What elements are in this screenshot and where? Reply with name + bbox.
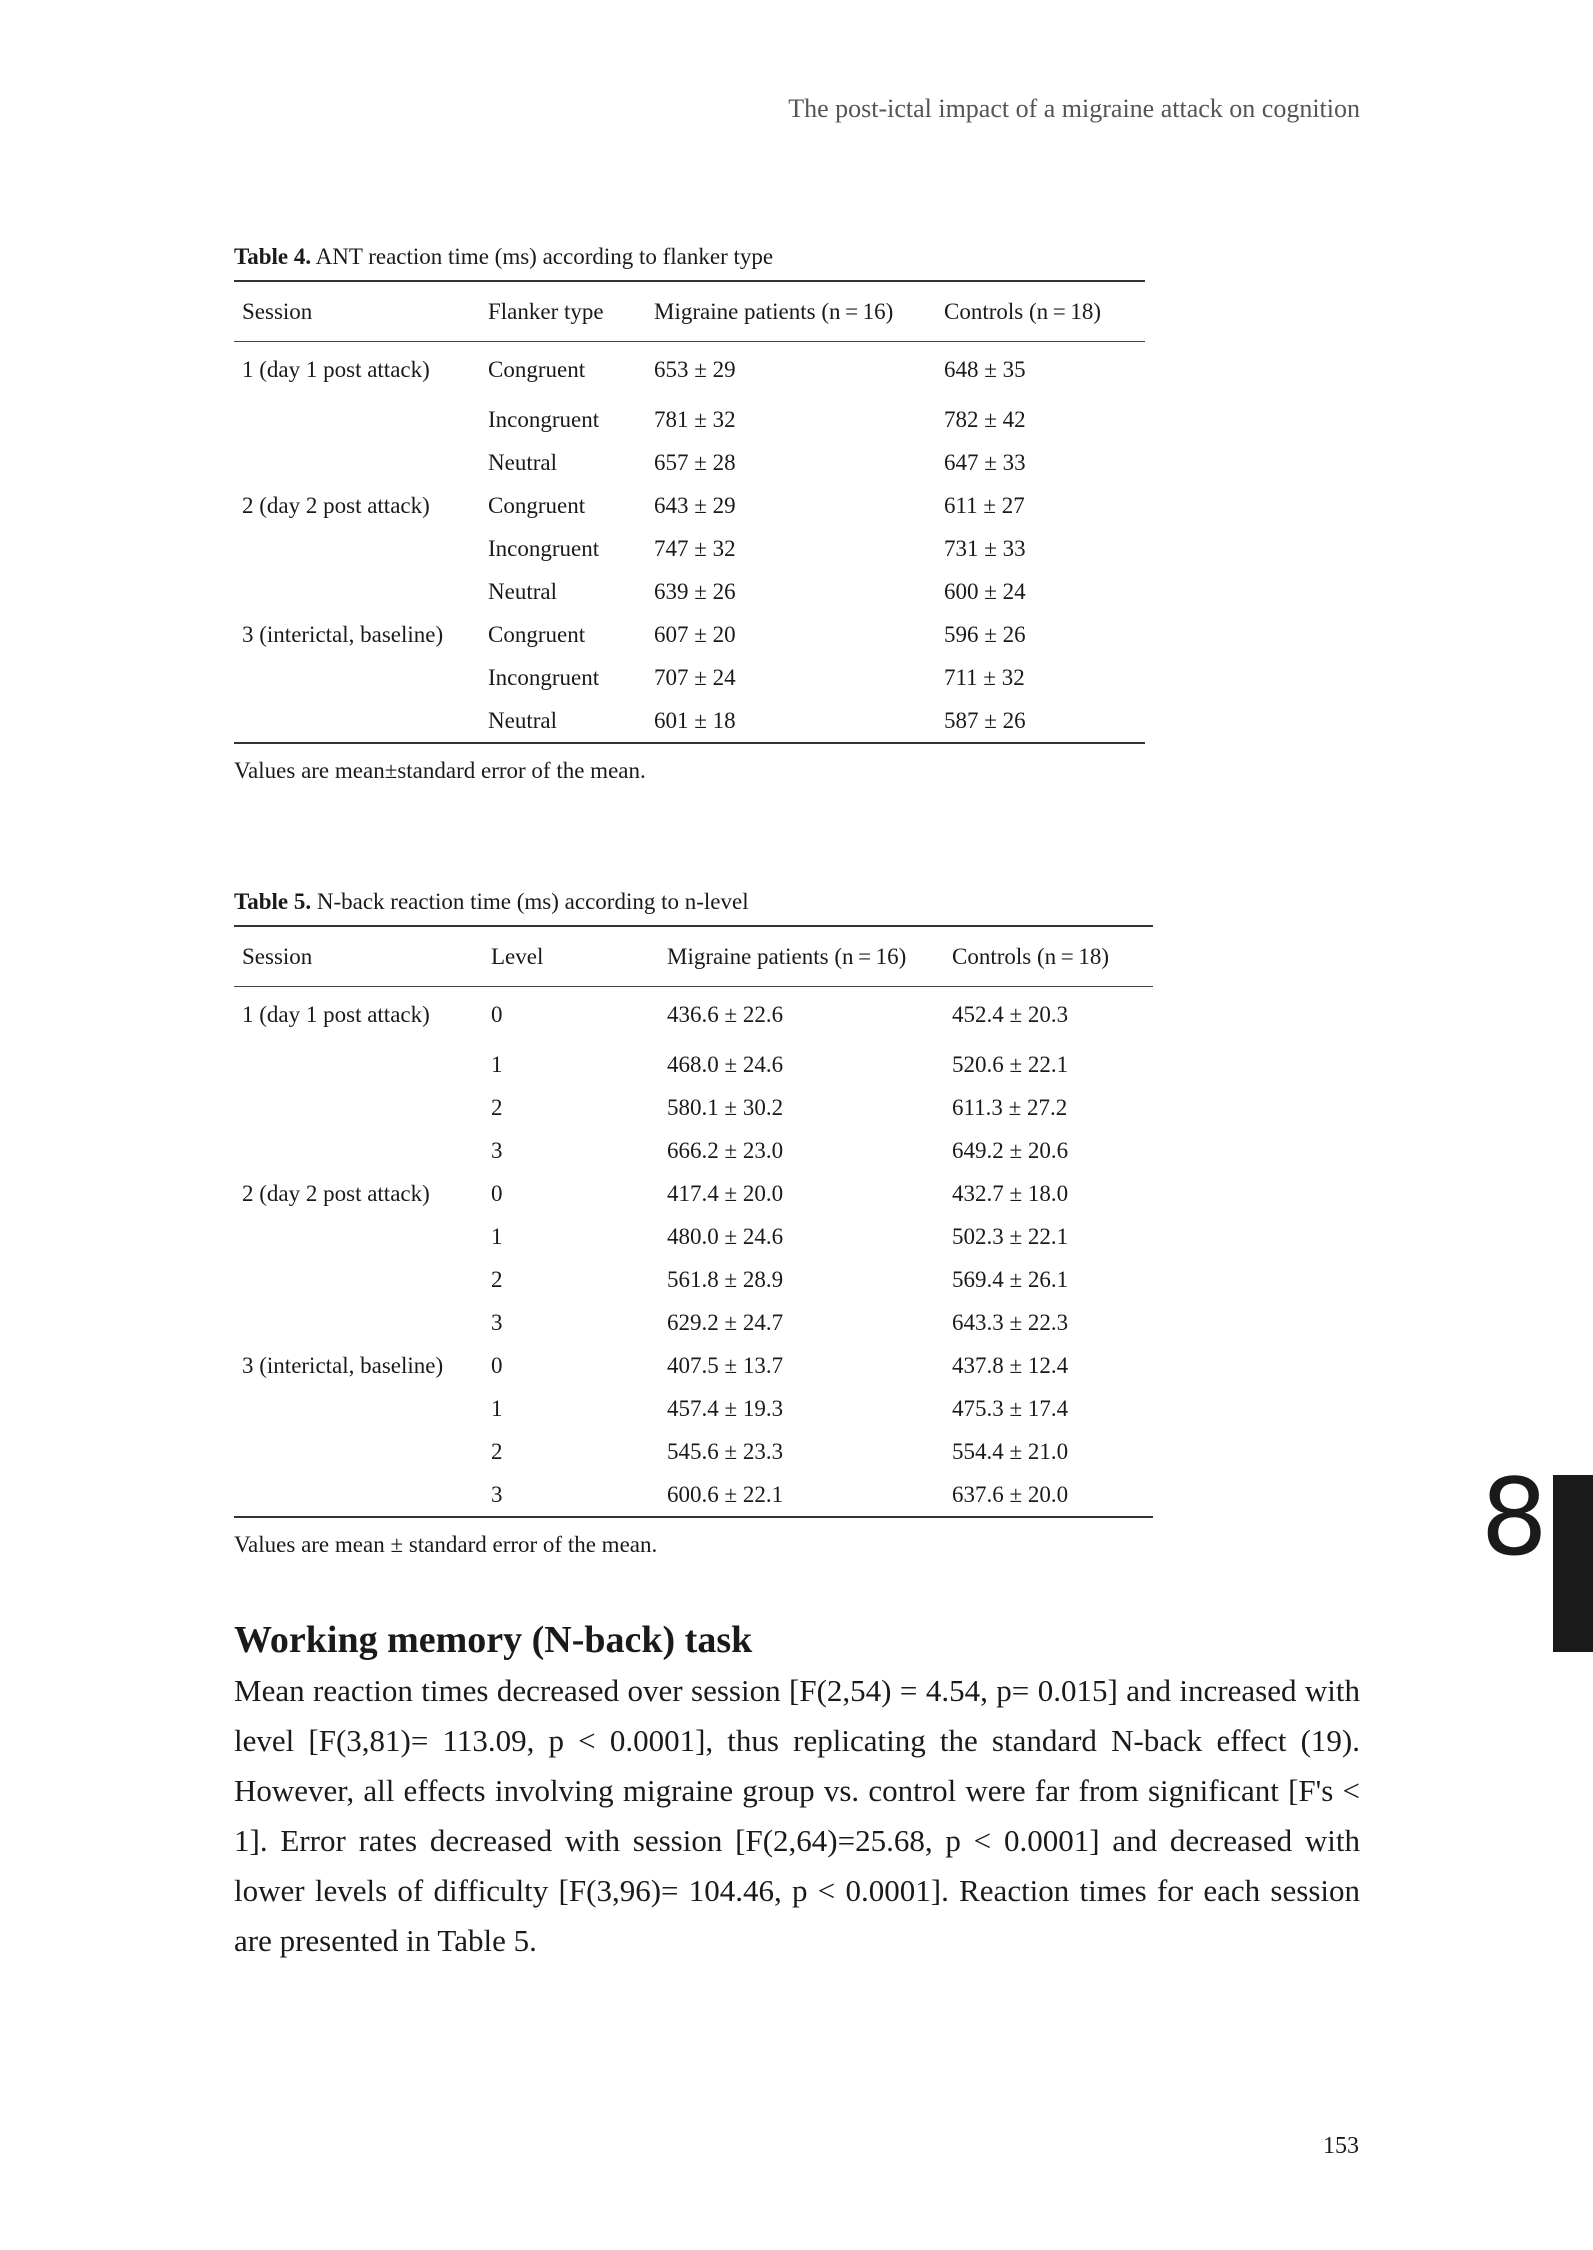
table-cell: 639 ± 26 [654, 578, 736, 604]
table-cell: Incongruent [488, 664, 600, 690]
table-cell: 520.6 ± 22.1 [952, 1051, 1069, 1077]
table-cell: 554.4 ± 21.0 [952, 1438, 1069, 1464]
column-header: Session [234, 281, 480, 342]
table-cell: 611 ± 27 [944, 492, 1025, 518]
table-row [234, 1043, 1153, 1086]
table-row [234, 1301, 1153, 1344]
table-cell: 457.4 ± 19.3 [667, 1395, 784, 1421]
table-5-body [234, 987, 1153, 1518]
table-cell: 731 ± 33 [944, 535, 1026, 561]
table-cell: 468.0 ± 24.6 [667, 1051, 784, 1077]
table-row [234, 484, 1145, 527]
table-cell: 747 ± 32 [654, 535, 736, 561]
table-cell: 2 [491, 1438, 503, 1464]
table-cell: 653 ± 29 [654, 357, 736, 382]
table-5-header-row [234, 926, 1153, 987]
table-5 [234, 925, 1153, 1518]
table-row [234, 1387, 1153, 1430]
table-cell: 3 (interictal, baseline) [242, 1352, 444, 1378]
table-row [234, 1215, 1153, 1258]
table-cell: 601 ± 18 [646, 699, 936, 743]
running-header: The post-ictal impact of a migraine attack on cognition [788, 94, 1360, 123]
table-cell [234, 441, 480, 484]
table-4-block [234, 244, 1145, 784]
table-cell: 782 ± 42 [944, 406, 1026, 432]
table-cell [234, 527, 480, 570]
table-row [234, 656, 1145, 699]
table-row [234, 342, 1145, 399]
table-cell: 2 [491, 1266, 503, 1292]
table-cell: 580.1 ± 30.2 [667, 1094, 784, 1120]
table-row [234, 1430, 1153, 1473]
section-heading: Working memory (N-back) task [234, 1619, 753, 1661]
table-cell: 2 [491, 1094, 503, 1120]
table-cell: 432.7 ± 18.0 [952, 1180, 1069, 1206]
table-cell: Congruent [488, 492, 586, 518]
table-cell: 475.3 ± 17.4 [952, 1395, 1069, 1421]
table-row [234, 1258, 1153, 1301]
table-row [234, 613, 1145, 656]
table-cell [234, 570, 480, 613]
table-cell: 561.8 ± 28.9 [667, 1266, 784, 1292]
table-4-label: Table 4. [234, 244, 312, 269]
column-header: Flanker type [480, 281, 646, 342]
table-cell: 666.2 ± 23.0 [667, 1137, 784, 1163]
table-cell: 1 [491, 1051, 503, 1077]
table-cell: 3 [491, 1309, 503, 1335]
table-cell: 452.4 ± 20.3 [952, 1002, 1069, 1027]
chapter-tab [1553, 1475, 1593, 1652]
table-row [234, 699, 1145, 743]
table-cell: Congruent [488, 621, 586, 647]
column-header: Controls (n = 18) [936, 281, 1145, 342]
body-paragraph: Mean reaction times decreased over session [F(2,54) = 4.54, p= 0.015] and increased with level [F(3,81)= 113.09, p < 0.0001], thus replicating the standard N-back effect (19). However, all effects involving migraine group vs. control were far from significant [F's < 1]. Error rates decreased with session [F(2,64)=25.68, p < 0.0001] and decreased with lower levels of difficulty [F(3,96)= 104.46, p < 0.0001]. Reaction times for each session are presented in Table 5. [234, 1673, 1360, 1958]
table-cell: 0 [491, 1352, 503, 1378]
table-row [234, 1086, 1153, 1129]
table-4 [234, 280, 1145, 744]
table-5-label: Table 5. [234, 889, 312, 914]
page-number: 153 [1323, 2133, 1359, 2159]
table-4-body [234, 342, 1145, 744]
table-cell: 437.8 ± 12.4 [952, 1352, 1069, 1378]
table-row [234, 1344, 1153, 1387]
table-cell: 649.2 ± 20.6 [952, 1137, 1069, 1163]
table-cell: 3 (interictal, baseline) [242, 621, 444, 647]
table-4-title: ANT reaction time (ms) according to flanker type [315, 244, 774, 269]
table-4-header-row [234, 281, 1145, 342]
table-row [234, 570, 1145, 613]
table-row [234, 987, 1153, 1044]
table-cell: 711 ± 32 [944, 664, 1025, 690]
table-cell: 2 (day 2 post attack) [242, 492, 430, 518]
table-cell: Neutral [488, 578, 557, 604]
table-cell: 1 [491, 1395, 503, 1421]
table-cell: Incongruent [488, 535, 600, 561]
table-5-title: N-back reaction time (ms) according to n-level [316, 889, 749, 914]
table-cell: 629.2 ± 24.7 [667, 1309, 784, 1335]
column-header: Level [483, 926, 659, 987]
table-cell: 0 [491, 1180, 503, 1206]
table-cell: 611.3 ± 27.2 [952, 1094, 1068, 1120]
table-cell: 545.6 ± 23.3 [667, 1438, 784, 1464]
column-header: Migraine patients (n = 16) [659, 926, 944, 987]
table-cell: 600.6 ± 22.1 [659, 1473, 944, 1517]
table-cell: 1 [491, 1223, 503, 1249]
table-4-caption [234, 244, 1145, 270]
table-row [234, 1172, 1153, 1215]
table-cell [234, 1258, 483, 1301]
table-5-caption [234, 889, 1153, 915]
table-cell [234, 1301, 483, 1344]
table-cell [234, 656, 480, 699]
table-cell: 502.3 ± 22.1 [952, 1223, 1069, 1249]
column-header: Controls (n = 18) [944, 926, 1153, 987]
table-cell: 587 ± 26 [936, 699, 1145, 743]
table-cell: 657 ± 28 [654, 449, 736, 475]
table-cell [234, 1387, 483, 1430]
table-cell: 480.0 ± 24.6 [667, 1223, 784, 1249]
table-5-note: Values are mean ± standard error of the mean. [234, 1532, 658, 1557]
table-cell: 637.6 ± 20.0 [944, 1473, 1153, 1517]
table-cell [234, 1430, 483, 1473]
table-cell: Neutral [480, 699, 646, 743]
table-row [234, 441, 1145, 484]
table-cell [234, 699, 480, 743]
table-cell: 3 [483, 1473, 659, 1517]
table-row [234, 1473, 1153, 1517]
table-row [234, 398, 1145, 441]
table-cell: Incongruent [488, 406, 600, 432]
column-header: Session [234, 926, 483, 987]
table-cell: 643.3 ± 22.3 [952, 1309, 1069, 1335]
table-cell: 2 (day 2 post attack) [242, 1180, 430, 1206]
chapter-number: 8 [1480, 1456, 1548, 1579]
table-cell: 417.4 ± 20.0 [667, 1180, 784, 1206]
table-cell [234, 1043, 483, 1086]
table-5-block [234, 889, 1153, 1558]
table-cell: 436.6 ± 22.6 [667, 1002, 784, 1027]
table-cell: 3 [491, 1137, 503, 1163]
table-cell: 1 (day 1 post attack) [242, 357, 430, 382]
table-row [234, 1129, 1153, 1172]
table-cell: 1 (day 1 post attack) [242, 1002, 430, 1027]
table-cell: 600 ± 24 [944, 578, 1026, 604]
table-cell [234, 1129, 483, 1172]
table-cell [234, 1473, 483, 1517]
table-cell: 407.5 ± 13.7 [667, 1352, 784, 1378]
table-cell: 648 ± 35 [944, 357, 1026, 382]
table-row [234, 527, 1145, 570]
table-cell: 643 ± 29 [654, 492, 736, 518]
table-cell [234, 1086, 483, 1129]
table-cell: Congruent [488, 357, 586, 382]
table-cell: 0 [491, 1002, 503, 1027]
table-cell [234, 398, 480, 441]
table-cell: 569.4 ± 26.1 [952, 1266, 1069, 1292]
table-4-note: Values are mean±standard error of the mean. [234, 758, 646, 783]
table-cell: 596 ± 26 [944, 621, 1026, 647]
table-cell: 647 ± 33 [944, 449, 1026, 475]
table-cell: 607 ± 20 [654, 621, 736, 647]
column-header: Migraine patients (n = 16) [646, 281, 936, 342]
table-cell [234, 1215, 483, 1258]
table-cell: Neutral [488, 449, 557, 475]
table-cell: 781 ± 32 [654, 406, 736, 432]
table-cell: 707 ± 24 [654, 664, 736, 690]
